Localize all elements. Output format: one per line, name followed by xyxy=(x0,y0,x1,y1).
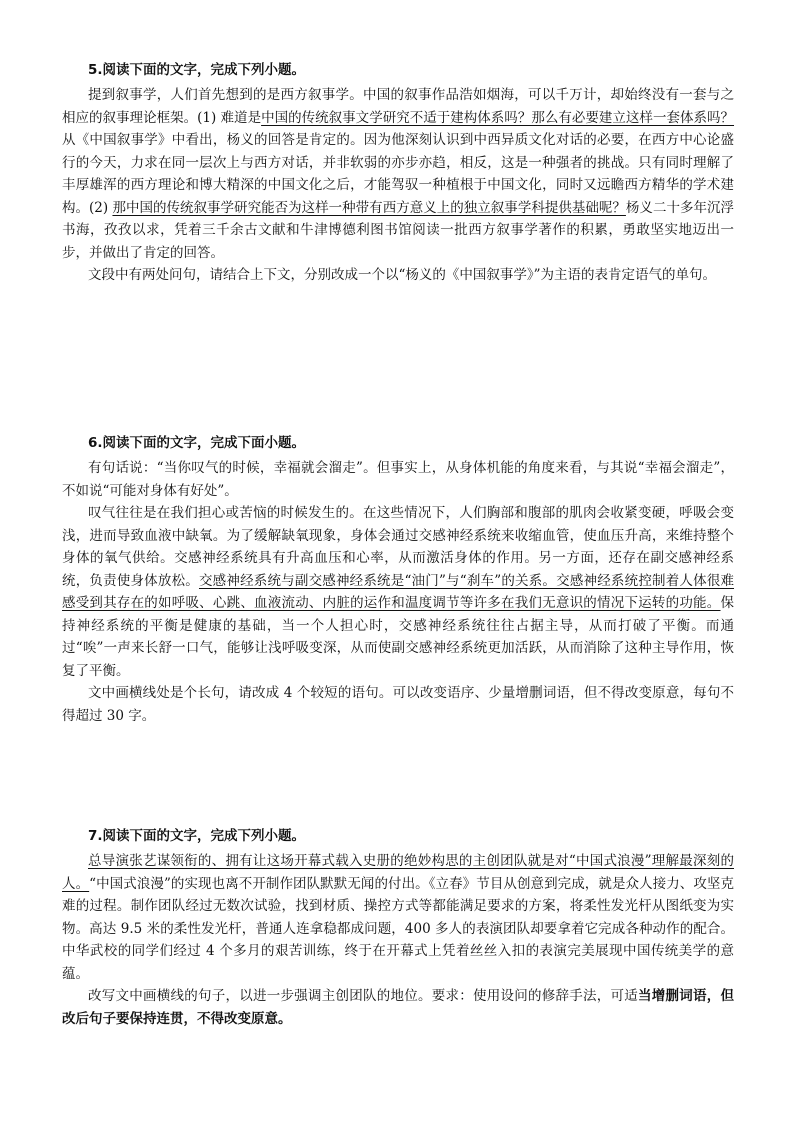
q5-underlined-question-1: 中国的传统叙事文学研究不适于建构体系吗？那么有必要建立这样一套体系吗？ xyxy=(261,109,735,126)
question-5 xyxy=(62,60,734,287)
question-7-instruction xyxy=(62,985,734,1030)
q5-underlined-question-2: 那中国的传统叙事学研究能否为这样一种带有西方意义上的独立叙事学科提供基础呢？ xyxy=(112,199,626,216)
q6-text-b: 保持神经系统的平衡是健康的基础，当一个人担心时，交感神经系统往往占据主导，从而打破了平衡。而通过“唉”一声来长舒一口气，能够让浅呼吸变深，从而使副交感神经系统更加活跃，从而消除了这种主导作用，恢复了平衡。 xyxy=(62,595,734,679)
question-7-title: 7.阅读下面的文字，完成下列小题。 xyxy=(88,828,306,844)
question-6 xyxy=(62,433,734,727)
question-6-paragraph-1: 有句话说：“当你叹气的时候，幸福就会溜走”。但事实上，从身体机能的角度来看，与其说“幸福会溜走”，不如说“可能对身体有好处”。 xyxy=(62,460,734,499)
q5-text-b: 从《中国叙事学》中看出，杨义的回答是肯定的。因为他深刻认识到中西异质文化对话的必要，在西方中心论盛行的今天，力求在同一层次上与西方对话，并非软弱的亦步亦趋，相反，这是一种强者的挑战。只有同时理解了丰厚雄浑的西方理论和博大精深的中国文化之后，才能驾驭一种植根于中国文化，同时又远瞻西方精华的学术建构。(2) xyxy=(62,132,734,216)
question-7-passage xyxy=(62,850,734,985)
q7-text-b: “中国式浪漫”的实现也离不开制作团队默默无闻的付出。《立春》节目从创意到完成，就是众人接力、攻坚克难的过程。制作团队经过无数次试验，找到材质、操控方式等都能满足要求的方案，将柔性发光杆从图纸变为实物。高达 9.5 米的柔性发光杆，普通人连拿稳都成问题，400 多人的表演团队却要拿着它完成各种动作的配合。中华武校的同学们经过 4 个多月的艰苦训练，终于在开幕式上凭着丝丝入扣的表演完美展现中国传统美学的意蕴。 xyxy=(62,875,734,982)
question-7 xyxy=(62,826,734,1030)
q7-instruction-a: 改写文中画横线的句子，以进一步强调主创团队的地位。要求：使用设问的修辞手法，可适 xyxy=(88,988,638,1004)
q5-text-c: 杨义二十多年沉浮书海，孜孜以求，凭着三千余古文献和牛津博德利图书馆阅读一批西方叙事学著作的积累，勇敢坚实地迈出一步，并做出了肯定的回答。 xyxy=(62,199,735,261)
question-6-instruction: 文中画横线处是个长句，请改成 4 个较短的语句。可以改变语序、少量增删词语，但不得改变原意，每句不得超过 30 字。 xyxy=(62,685,734,724)
question-5-title: 5.阅读下面的文字，完成下列小题。 xyxy=(88,62,306,78)
q5-text-a: 提到叙事学，人们首先想到的是西方叙事学。中国的叙事作品浩如烟海，可以千万计，却始终没有一套与之相应的叙事理论框架。(1) 难道是 xyxy=(62,87,734,126)
q6-text-a: 叹气往往是在我们担心或苦恼的时候发生的。在这些情况下，人们胸部和腹部的肌肉会收紧变硬，呼吸会变浅，进而导致血液中缺氧。为了缓解缺氧现象，身体会通过交感神经系统来收缩血管，使血压升高，来维持整个身体的氧气供给。交感神经系统具有升高血压和心率，从而激活身体的作用。另一方面，还存在副交感神经系统，负责使身体放松。 xyxy=(62,505,734,589)
question-5-instruction: 文段中有两处问句，请结合上下文，分别改成一个以“杨义的《中国叙事学》”为主语的表肯定语气的单句。 xyxy=(88,267,717,283)
question-5-passage xyxy=(62,84,734,264)
question-6-paragraph-2 xyxy=(62,502,734,682)
q6-underlined-sentence: 交感神经系统与副交感神经系统是“油门”与“刹车”的关系。交感神经系统控制着人体很难感受到其存在的如呼吸、心跳、血液流动、内脏的运作和温度调节等许多在我们无意识的情况下运转的功能。 xyxy=(62,572,735,611)
question-6-title: 6.阅读下面的文字，完成下面小题。 xyxy=(88,435,306,451)
q7-underlined-sentence: 总导演张艺谋领衔的、拥有让这场开幕式载入史册的绝妙构思的主创团队就是对“中国式浪漫”理解最深刻的人。 xyxy=(62,853,734,892)
q7-instruction-bold: 当增删词语，但改后句子要保持连贯，不得改变原意。 xyxy=(62,988,734,1027)
